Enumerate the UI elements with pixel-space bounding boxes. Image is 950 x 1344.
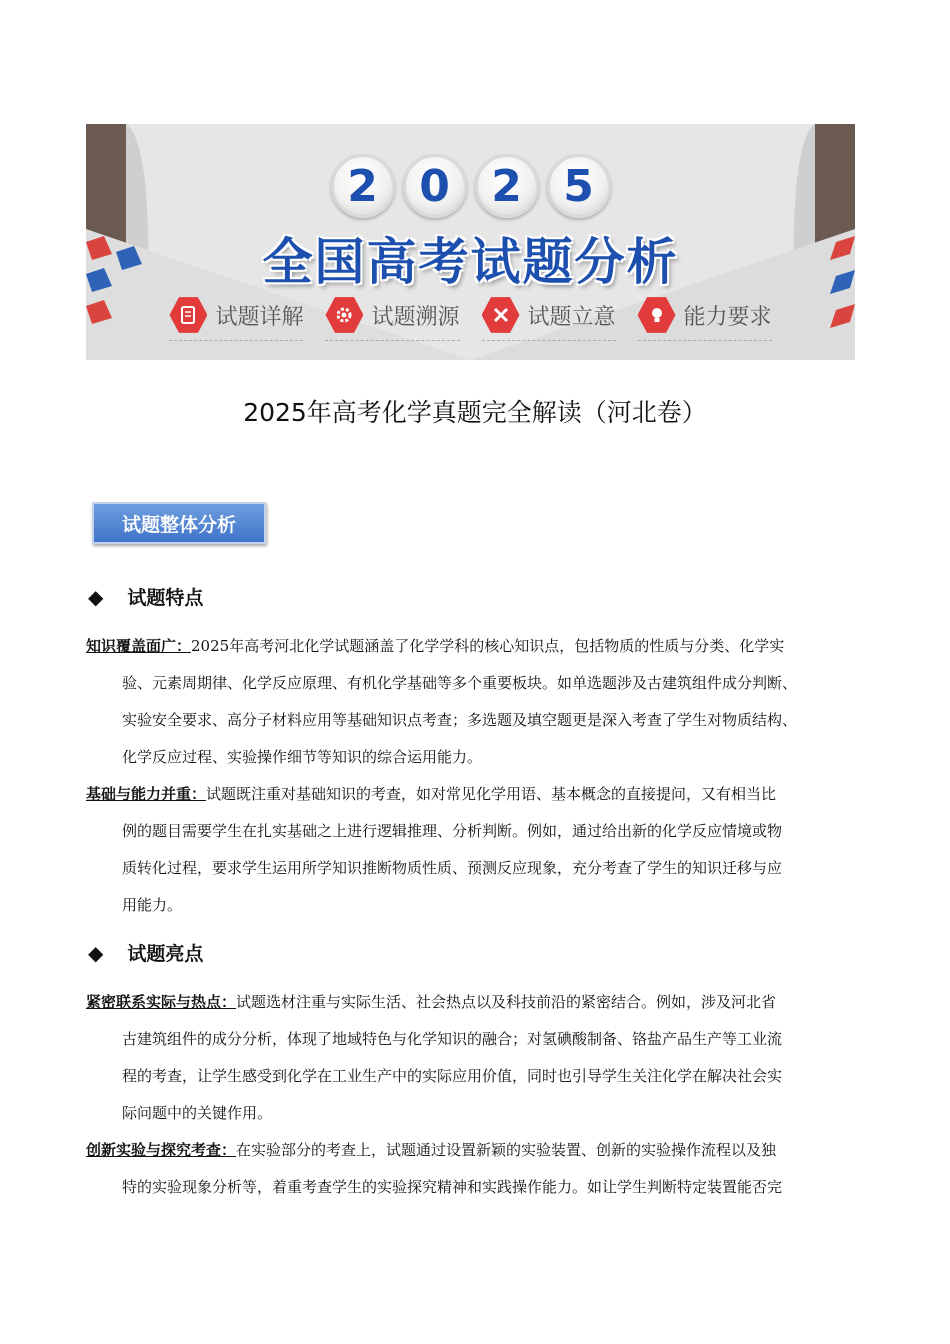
- paragraph-line: [86, 984, 860, 1021]
- feature-label: 试题立意: [527, 304, 616, 330]
- gear-icon: [325, 296, 363, 334]
- paragraph: [86, 1132, 860, 1206]
- paragraph-text: 试题既注重对基础知识的考查，如对常见化学用语、基本概念的直接提问，又有相当比: [206, 785, 777, 803]
- paragraph-line: 例的题目需要学生在扎实基础之上进行逻辑推理、分析判断。例如，通过给出新的化学反应情境或物: [122, 822, 783, 840]
- paragraph-lead: 紧密联系实际与热点：: [86, 993, 237, 1011]
- section-heading: [88, 939, 203, 966]
- document-icon: [169, 296, 207, 334]
- paragraph: [86, 984, 860, 1132]
- banner-title: 全国高考试题分析: [262, 233, 679, 291]
- paragraph-line: 际问题中的关键作用。: [122, 1104, 273, 1122]
- paragraph-text: 在实验部分的考查上，试题通过设置新颖的实验装置、创新的实验操作流程以及独: [236, 1141, 777, 1159]
- header-banner: [86, 124, 855, 360]
- year-digit: 2: [475, 154, 539, 218]
- banner-feature-list: [86, 296, 855, 341]
- paragraph-line: 特的实验现象分析等，着重考查学生的实验探究精神和实践操作能力。如让学生判断特定装置能否完: [122, 1178, 783, 1196]
- section-heading-text: 试题亮点: [127, 943, 204, 965]
- paragraph-line: 化学反应过程、实验操作细节等知识的综合运用能力。: [122, 748, 483, 766]
- document-title: 2025年高考化学真题完全解读（河北卷）: [243, 398, 707, 427]
- paragraph-line: 古建筑组件的成分分析，体现了地域特色与化学知识的融合；对氢碘酸制备、铬盐产品生产等工业流: [122, 1030, 783, 1048]
- feature-label: 能力要求: [683, 304, 772, 330]
- paragraph-line: 质转化过程，要求学生运用所学知识推断物质性质、预测反应现象，充分考查了学生的知识迁移与应: [122, 859, 783, 877]
- paragraph-lead: 知识覆盖面广：: [86, 637, 192, 655]
- year-digit: 5: [547, 154, 611, 218]
- paragraph-lead: 基础与能力并重：: [86, 785, 207, 803]
- paragraph-line: 实验安全要求、高分子材料应用等基础知识点考查；多选题及填空题更是深入考查了学生对物质结构、: [122, 711, 798, 729]
- tools-icon: [482, 296, 520, 334]
- paragraph-line: [86, 776, 860, 813]
- year-digit: 2: [331, 154, 395, 218]
- feature-badge: [482, 296, 616, 341]
- feature-badge: [169, 296, 303, 341]
- paragraph-text: 试题选材注重与实际生活、社会热点以及科技前沿的紧密结合。例如，涉及河北省: [236, 993, 777, 1011]
- section-tag-overall-analysis: 试题整体分析: [92, 502, 266, 544]
- paragraph-line: 用能力。: [122, 896, 183, 914]
- paragraph-text: 2025年高考河北化学试题涵盖了化学学科的核心知识点，包括物质的性质与分类、化学实: [191, 637, 785, 655]
- lightbulb-icon: [638, 296, 676, 334]
- year-badges: [86, 154, 855, 218]
- diamond-bullet-icon: ◆: [88, 584, 104, 609]
- year-digit: 0: [403, 154, 467, 218]
- feature-label: 试题详解: [215, 304, 304, 330]
- paragraph-line: 程的考查，让学生感受到化学在工业生产中的实际应用价值，同时也引导学生关注化学在解决社会实: [122, 1067, 783, 1085]
- paragraph: [86, 776, 860, 924]
- feature-label: 试题溯源: [371, 304, 460, 330]
- paragraph-lead: 创新实验与探究考查：: [86, 1141, 237, 1159]
- section-heading-text: 试题特点: [127, 587, 204, 609]
- paragraph-line: [86, 628, 860, 665]
- paragraph-line: 验、元素周期律、化学反应原理、有机化学基础等多个重要板块。如单选题涉及古建筑组件成分判断、: [122, 674, 798, 692]
- paragraph-line: [86, 1132, 860, 1169]
- diamond-bullet-icon: ◆: [88, 940, 104, 965]
- section-heading: [88, 583, 203, 610]
- feature-badge: [638, 296, 772, 341]
- paragraph: [86, 628, 860, 776]
- feature-badge: [325, 296, 459, 341]
